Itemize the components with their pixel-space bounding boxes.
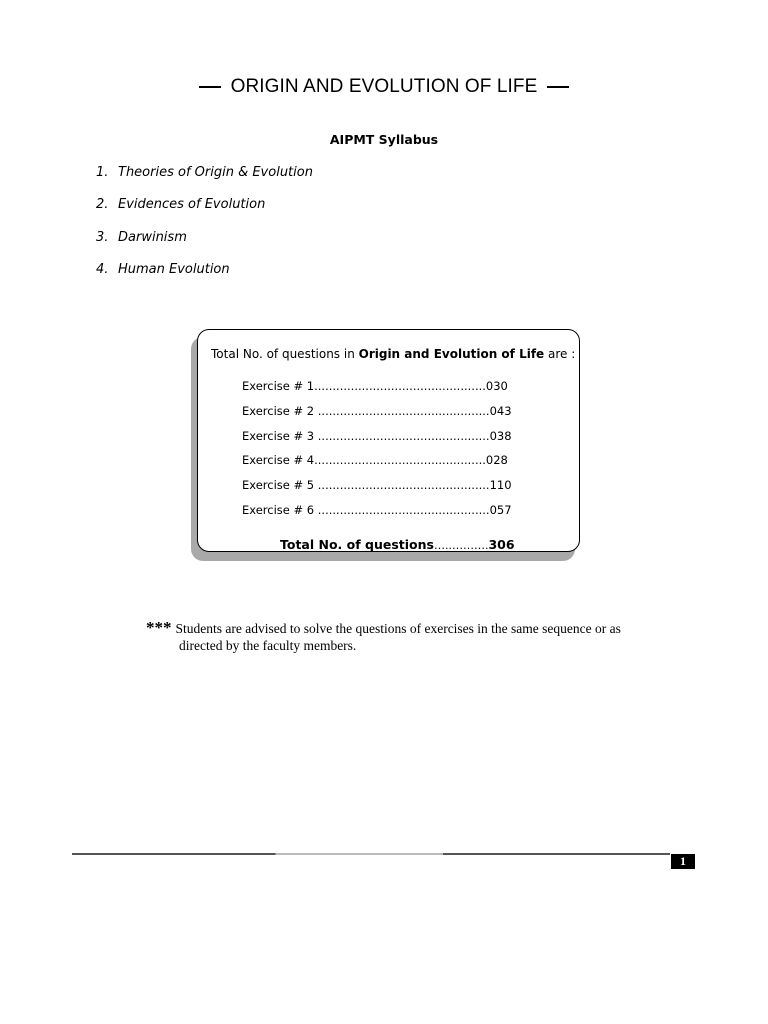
footer-rule: [72, 853, 670, 855]
syllabus-item-label: Darwinism: [118, 229, 187, 245]
syllabus-item-number: 1.: [96, 165, 109, 180]
exercise-row: Exercise # 5 ...............................................110: [242, 478, 512, 493]
syllabus-item-label: Theories of Origin & Evolution: [118, 165, 313, 180]
exercise-row: Exercise # 2 ...............................................043: [242, 403, 512, 418]
intro-prefix: Total No. of questions in: [211, 347, 359, 361]
title-left-rule: [199, 86, 221, 88]
syllabus-item: [96, 261, 313, 293]
syllabus-item-number: 2.: [96, 197, 109, 213]
note-line-2: directed by the faculty members.: [179, 638, 357, 653]
intro-suffix: are :: [544, 347, 576, 361]
syllabus-item: [96, 164, 313, 196]
page-title-row: [0, 72, 768, 102]
syllabus-item-label: Human Evolution: [118, 262, 230, 278]
syllabus-list: [96, 164, 313, 294]
page-title: ORIGIN AND EVOLUTION OF LIFE: [230, 76, 538, 97]
exercise-row: Exercise # 6 ...............................................057: [242, 502, 512, 517]
total-label: Total No. of questions: [280, 537, 434, 552]
syllabus-item: [96, 229, 313, 261]
total-dots: …..……….: [433, 539, 489, 552]
syllabus-item-number: 4.: [96, 262, 109, 278]
page-number: 1: [671, 854, 695, 869]
advice-note: [146, 619, 706, 654]
intro-topic: Origin and Evolution of Life: [358, 347, 545, 361]
note-stars: ***: [146, 618, 172, 637]
syllabus-heading: AIPMT Syllabus: [329, 132, 439, 147]
questions-box: [197, 329, 580, 552]
exercise-row: Exercise # 4...............................................028: [242, 453, 508, 468]
syllabus-item-label: Evidences of Evolution: [118, 197, 266, 213]
title-right-rule: [547, 86, 569, 88]
note-line-1: Students are advised to solve the questions of exercises in the same sequence or as: [175, 621, 621, 636]
total-questions: [280, 537, 515, 552]
syllabus-item-number: 3.: [96, 229, 109, 245]
exercise-row: Exercise # 3 ...............................................038: [242, 428, 512, 443]
exercise-list: [242, 378, 512, 527]
exercise-row: Exercise # 1...............................................030: [242, 379, 508, 393]
questions-intro: [211, 347, 575, 361]
total-value: 306: [488, 537, 515, 552]
syllabus-item: [96, 196, 313, 228]
